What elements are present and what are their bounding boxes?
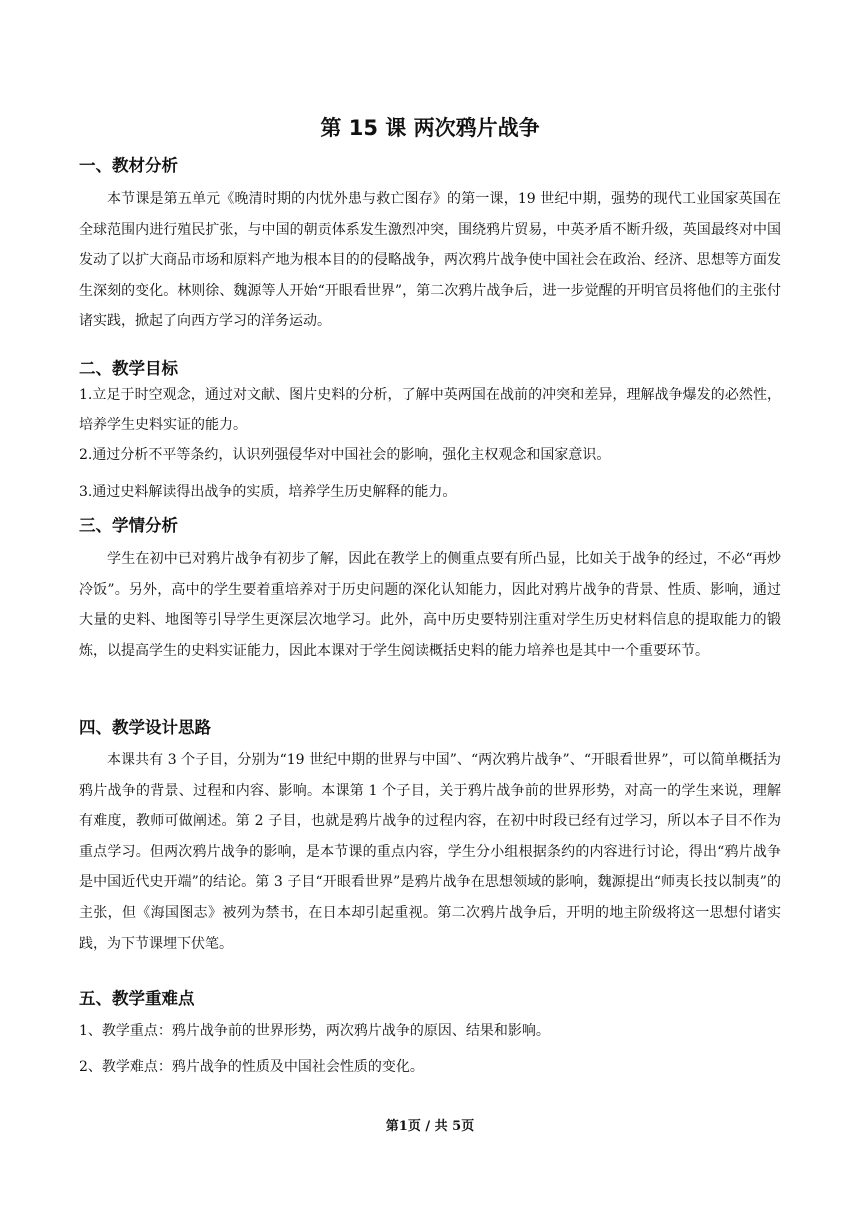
goal-item-2: 2.通过分析不平等条约，认识列强侵华对中国社会的影响，强化主权观念和国家意识。 xyxy=(79,447,611,463)
page-footer: 第1页 / 共 5页 xyxy=(385,1119,475,1134)
section-heading-design-approach: 四、教学设计思路 xyxy=(79,718,211,737)
goal-item-1: 1.立足于时空观念，通过对文献、图片史料的分析，了解中英两国在战前的冲突和差异，理解战争爆发的必然性，培养学生史料实证的能力。 xyxy=(79,387,781,433)
section-paragraph-design-approach: 本课共有 3 个子目，分别为“19 世纪中期的世界与中国”、“两次鸦片战争”、“开眼看世界”，可以简单概括为鸦片战争的背景、过程和内容、影响。本课第 1 个子目，关于鸦片战争前的世界形势，对高一的学生来说，理解有难度，教师可做阐述。第 2 子目，也就是鸦片战争的过程内容，在初中时段已经有过学习，所以本子目不作为重点学习。但两次鸦片战争的影响，是本节课的重点内容，学生分小组根据条约的内容进行讨论，得出“鸦片战争是中国近代史开端”的结论。第 3 子目“开眼看世界”是鸦片战争在思想领域的影响，魏源提出“师夷长技以制夷”的主张，但《海国图志》被列为禁书，在日本却引起重视。第二次鸦片战争后，开明的地主阶级将这一思想付诸实践，为下节课埋下伏笔。 xyxy=(79,752,781,952)
key-point-item-2: 2、教学难点：鸦片战争的性质及中国社会性质的变化。 xyxy=(79,1059,424,1075)
section-paragraph-student-analysis: 学生在初中已对鸦片战争有初步了解，因此在教学上的侧重点要有所凸显，比如关于战争的经过，不必“再炒冷饭”。另外，高中的学生要着重培养对于历史问题的深化认知能力，因此对鸦片战争的背景、性质、影响，通过大量的史料、地图等引导学生更深层次地学习。此外，高中历史要特别注重对学生历史材料信息的提取能力的锻炼，以提高学生的史料实证能力，因此本课对于学生阅读概括史料的能力培养也是其中一个重要环节。 xyxy=(79,551,781,659)
key-point-item-1: 1、教学重点：鸦片战争前的世界形势，两次鸦片战争的原因、结果和影响。 xyxy=(79,1023,550,1039)
section-heading-textbook-analysis: 一、教材分析 xyxy=(79,156,178,175)
goal-item-3: 3.通过史料解读得出战争的实质，培养学生历史解释的能力。 xyxy=(79,484,457,500)
page-title: 第 15 课 两次鸦片战争 xyxy=(320,116,540,140)
section-heading-key-difficulties: 五、教学重难点 xyxy=(79,989,195,1008)
section-paragraph-textbook-analysis: 本节课是第五单元《晚清时期的内忧外患与救亡图存》的第一课，19 世纪中期，强势的现代工业国家英国在全球范围内进行殖民扩张，与中国的朝贡体系发生激烈冲突，围绕鸦片贸易，中英矛盾不断升级，英国最终对中国发动了以扩大商品市场和原料产地为根本目的的侵略战争，两次鸦片战争使中国社会在政治、经济、思想等方面发生深刻的变化。林则徐、魏源等人开始“开眼看世界”，第二次鸦片战争后，进一步觉醒的开明官员将他们的主张付诸实践，掀起了向西方学习的洋务运动。 xyxy=(79,191,781,330)
section-heading-teaching-goals: 二、教学目标 xyxy=(79,359,178,378)
section-heading-student-analysis: 三、学情分析 xyxy=(79,516,178,535)
